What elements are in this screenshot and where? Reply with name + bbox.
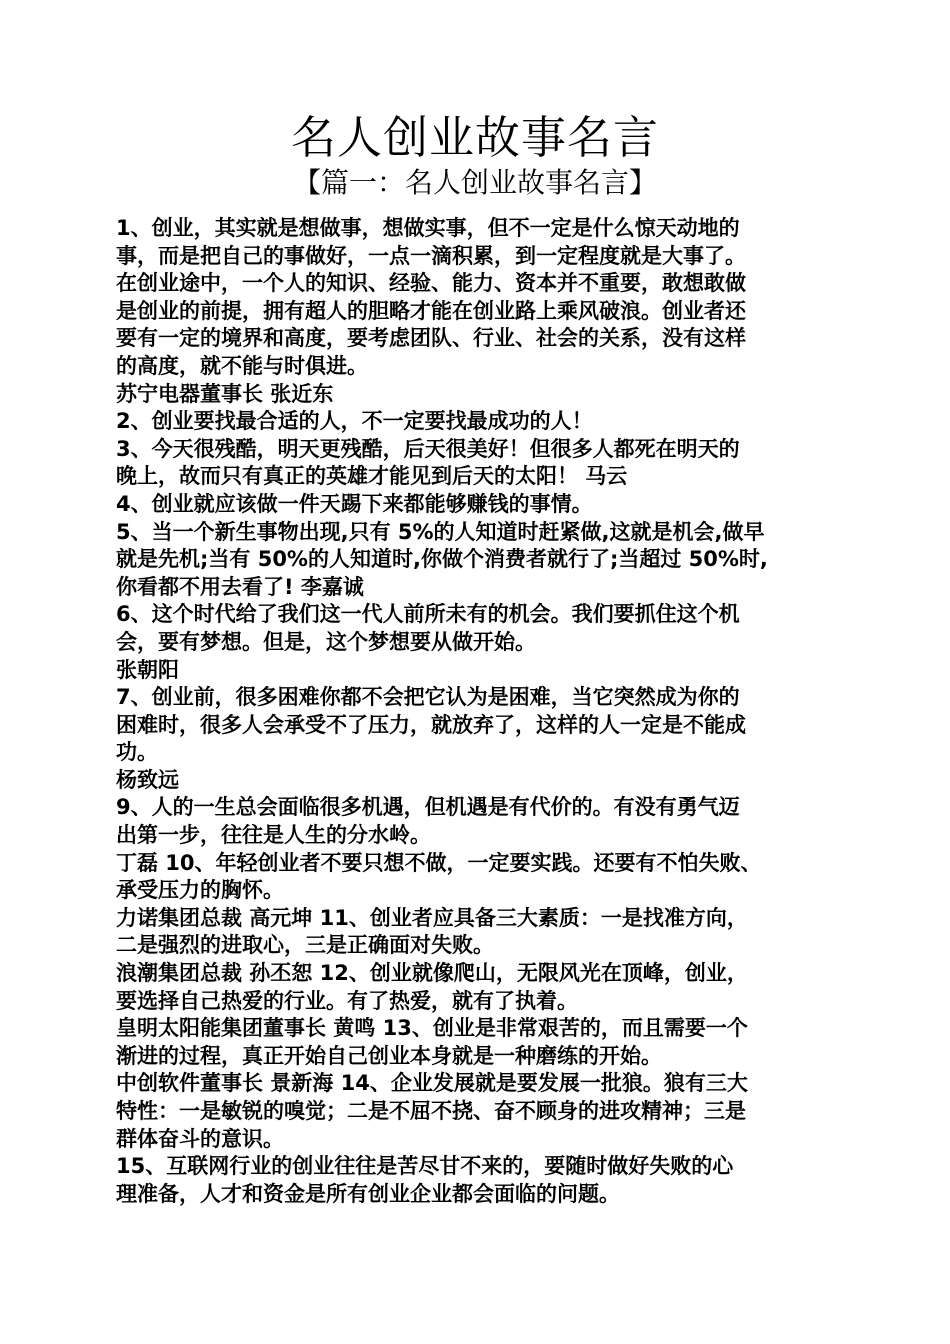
text-line: 二是强烈的进取心，三是正确面对失败。 (116, 933, 494, 958)
document-title: 名人创业故事名言 (290, 111, 659, 164)
text-line: 要有一定的境界和高度，要考虑团队、行业、社会的关系，没有这样 (116, 326, 746, 351)
text-line: 15、互联网行业的创业往往是苦尽甘不来的，要随时做好失败的心 (116, 1154, 734, 1179)
text-line: 中创软件董事长 景新海 14、企业发展就是要发展一批狼。狼有三大 (116, 1071, 748, 1096)
text-line: 你看都不用去看了! 李嘉诚 (116, 574, 364, 599)
text-line: 晚上，故而只有真正的英雄才能见到后天的太阳！ 马云 (116, 464, 628, 489)
text-line: 张朝阳 (116, 657, 179, 682)
text-line: 4、创业就应该做一件天踢下来都能够赚钱的事情。 (116, 491, 593, 516)
document-subtitle: 【篇一：名人创业故事名言】 (292, 166, 657, 199)
text-line: 的高度，就不能与时俱进。 (116, 353, 368, 378)
text-line: 杨致远 (116, 767, 179, 792)
text-line: 苏宁电器董事长 张近东 (116, 381, 334, 406)
text-line: 是创业的前提，拥有超人的胆略才能在创业路上乘风破浪。创业者还 (116, 298, 746, 323)
text-line: 力诺集团总裁 高元坤 11、创业者应具备三大素质：一是找准方向， (116, 905, 748, 930)
document-body (116, 215, 836, 1208)
text-line: 会，要有梦想。但是，这个梦想要从做开始。 (116, 629, 536, 654)
text-line: 理准备，人才和资金是所有创业企业都会面临的问题。 (116, 1181, 620, 1206)
text-line: 3、今天很残酷，明天更残酷，后天很美好！但很多人都死在明天的 (116, 436, 740, 461)
text-line: 浪潮集团总裁 孙丕恕 12、创业就像爬山，无限风光在顶峰，创业， (116, 961, 748, 986)
text-line: 6、这个时代给了我们这一代人前所未有的机会。我们要抓住这个机 (116, 602, 740, 627)
text-line: 丁磊 10、年轻创业者不要只想不做，一定要实践。还要有不怕失败、 (116, 850, 762, 875)
text-line: 功。 (116, 740, 158, 765)
text-line: 特性：一是敏锐的嗅觉；二是不屈不挠、奋不顾身的进攻精神；三是 (116, 1099, 746, 1123)
text-line: 承受压力的胸怀。 (116, 878, 284, 903)
text-line: 渐进的过程，真正开始自己创业本身就是一种磨练的开始。 (116, 1043, 662, 1068)
text-line: 1、创业，其实就是想做事，想做实事，但不一定是什么惊天动地的 (116, 216, 740, 240)
text-line: 9、人的一生总会面临很多机遇，但机遇是有代价的。有没有勇气迈 (116, 795, 740, 820)
text-line: 7、创业前，很多困难你都不会把它认为是困难，当它突然成为你的 (116, 685, 740, 710)
text-line: 事，而是把自己的事做好，一点一滴积累，到一定程度就是大事了。 (116, 243, 746, 268)
text-line: 困难时，很多人会承受不了压力，就放弃了，这样的人一定是不能成 (116, 712, 746, 737)
text-line: 就是先机;当有 50%的人知道时,你做个消费者就行了;当超过 50%时, (116, 547, 768, 572)
text-line: 出第一步，往往是人生的分水岭。 (116, 823, 431, 848)
text-line: 5、当一个新生事物出现,只有 5%的人知道时赶紧做,这就是机会,做早 (116, 519, 765, 544)
text-line: 要选择自己热爱的行业。有了热爱，就有了执着。 (116, 988, 578, 1013)
text-line: 在创业途中，一个人的知识、经验、能力、资本并不重要，敢想敢做 (116, 271, 746, 296)
text-line: 群体奋斗的意识。 (116, 1126, 284, 1151)
text-line: 皇明太阳能集团董事长 黄鸣 13、创业是非常艰苦的，而且需要一个 (116, 1016, 748, 1041)
text-line: 2、创业要找最合适的人，不一定要找最成功的人！ (116, 409, 593, 434)
